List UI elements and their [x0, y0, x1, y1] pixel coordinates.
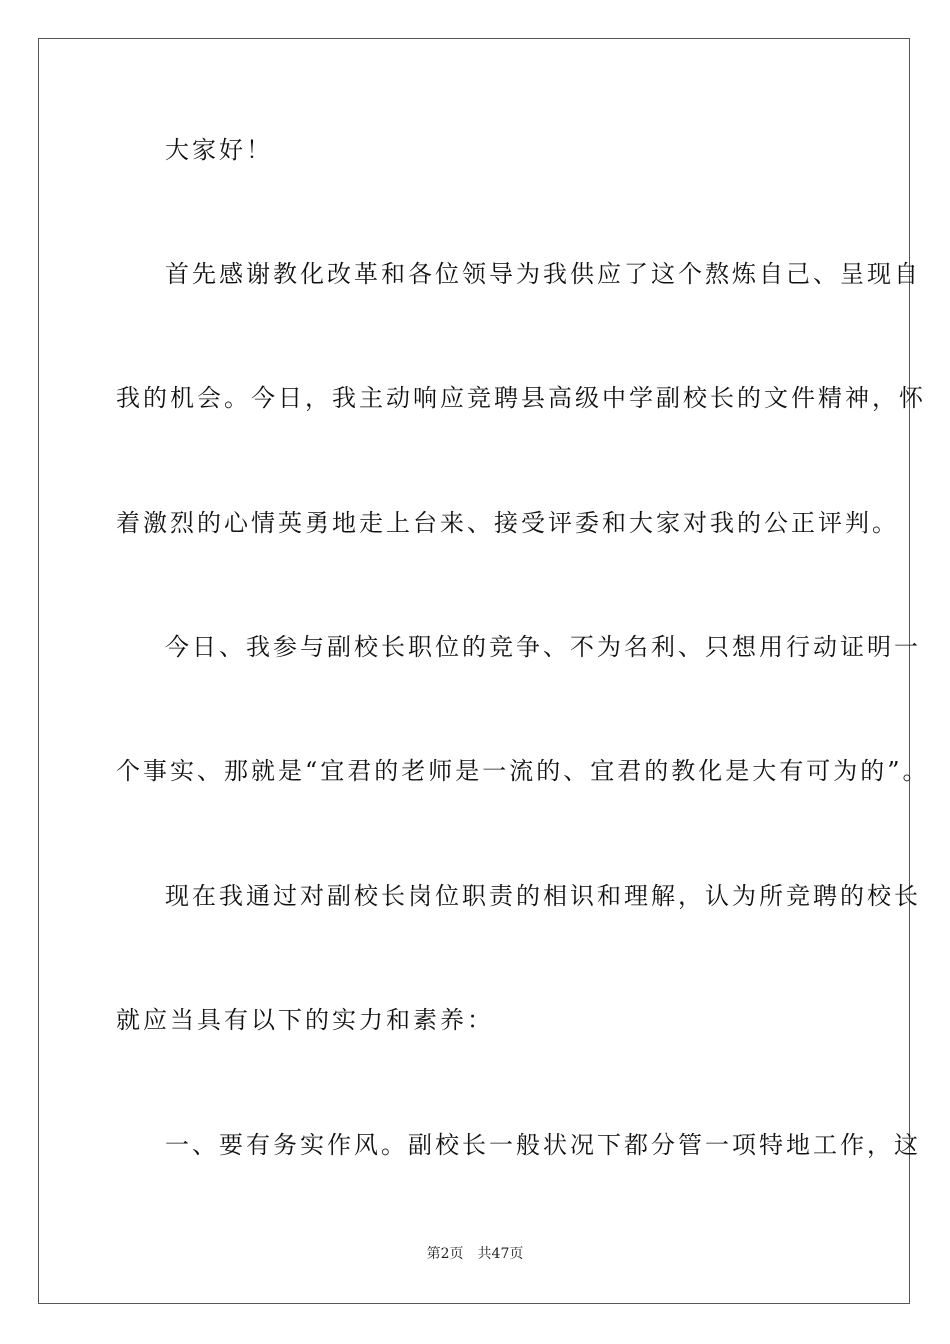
- paragraph-1-line-2: 我的机会。今日，我主动响应竞聘县高级中学副校长的文件精神，怀: [116, 384, 926, 412]
- greeting-line: 大家好！: [165, 136, 273, 164]
- page-number: 第2页: [426, 1246, 464, 1262]
- page-total: 共47页: [477, 1246, 524, 1262]
- page-footer: [0, 1244, 950, 1264]
- paragraph-1-line-1: 首先感谢教化改革和各位领导为我供应了这个熬炼自己、呈现自: [165, 260, 921, 288]
- page-border: [38, 38, 910, 1304]
- paragraph-1-line-3: 着激烈的心情英勇地走上台来、接受评委和大家对我的公正评判。: [116, 509, 899, 537]
- paragraph-3-line-1: 现在我通过对副校长岗位职责的相识和理解，认为所竞聘的校长: [165, 882, 921, 910]
- paragraph-2-line-1: 今日、我参与副校长职位的竞争、不为名利、只想用行动证明一: [165, 633, 921, 661]
- paragraph-3-line-2: 就应当具有以下的实力和素养：: [116, 1006, 494, 1034]
- paragraph-4-line-1: 一、要有务实作风。副校长一般状况下都分管一项特地工作，这: [165, 1131, 921, 1159]
- paragraph-2-line-2: 个事实、那就是“宜君的老师是一流的、宜君的教化是大有可为的”。: [116, 757, 930, 785]
